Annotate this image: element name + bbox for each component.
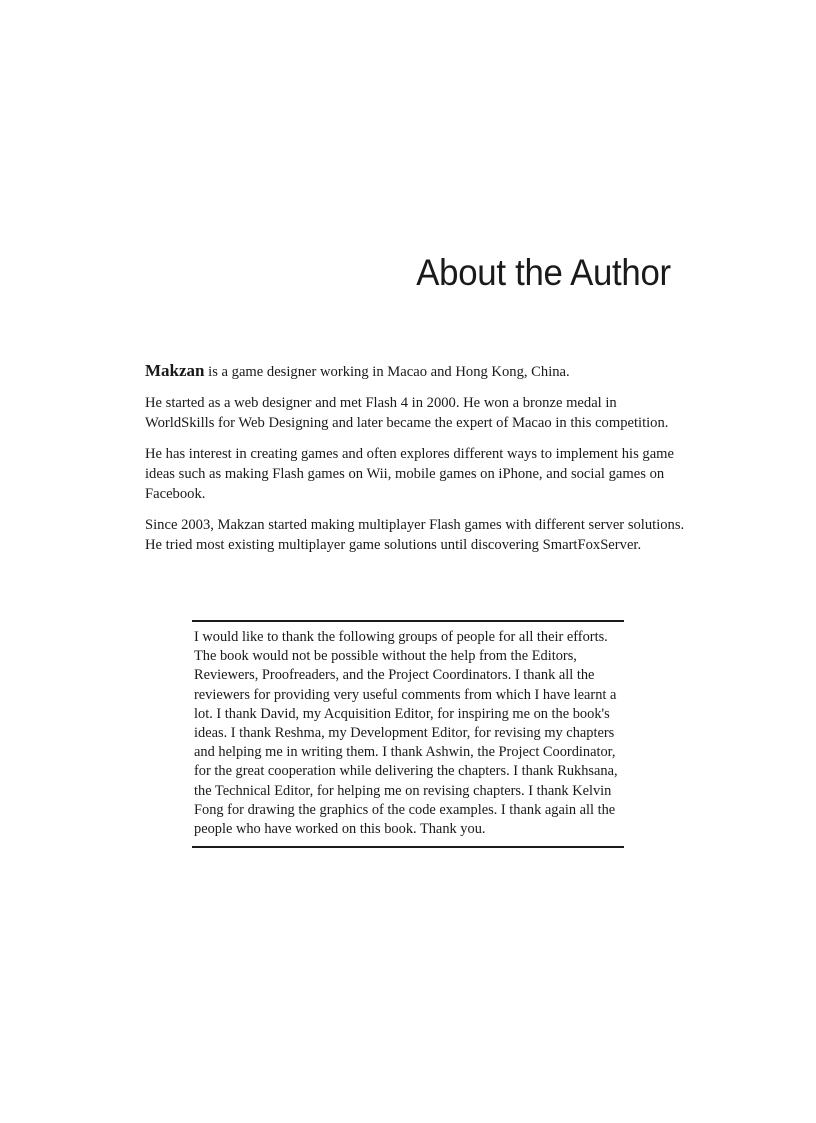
intro-text: is a game designer working in Macao and Hong Kong, China. <box>204 364 570 380</box>
author-bio <box>145 361 685 566</box>
intro-paragraph <box>145 361 685 382</box>
author-name: Makzan <box>145 361 205 380</box>
bio-paragraph-2: He has interest in creating games and often explores different ways to implement his game ideas such as making Flash games on Wii, mobile games on iPhone, and social games on Facebook. <box>145 446 674 502</box>
bio-paragraph-1: He started as a web designer and met Flash 4 in 2000. He won a bronze medal in WorldSkills for Web Designing and later became the expert of Macao in this competition. <box>145 395 669 431</box>
acknowledgements-box <box>192 620 624 848</box>
page-title: About the Author <box>416 252 671 293</box>
bio-paragraph-3: Since 2003, Makzan started making multiplayer Flash games with different server solutions. He tried most existing multiplayer game solutions until discovering SmartFoxServer. <box>145 517 685 553</box>
acknowledgements-text: I would like to thank the following groups of people for all their efforts. The book would not be possible without the help from the Editors, Reviewers, Proofreaders, and the Project Coordinators. I thank all the reviewers for providing very useful comments from which I have learnt a lot. I thank David, my Acquisition Editor, for inspiring me on the book's ideas. I thank Reshma, my Development Editor, for revising my chapters and helping me in writing them. I thank Ashwin, the Project Coordinator, for the great cooperation while delivering the chapters. I thank Rukhsana, the Technical Editor, for helping me on revising chapters. I thank Kelvin Fong for drawing the graphics of the code examples. I thank again all the people who have worked on this book. Thank you. <box>194 629 618 838</box>
